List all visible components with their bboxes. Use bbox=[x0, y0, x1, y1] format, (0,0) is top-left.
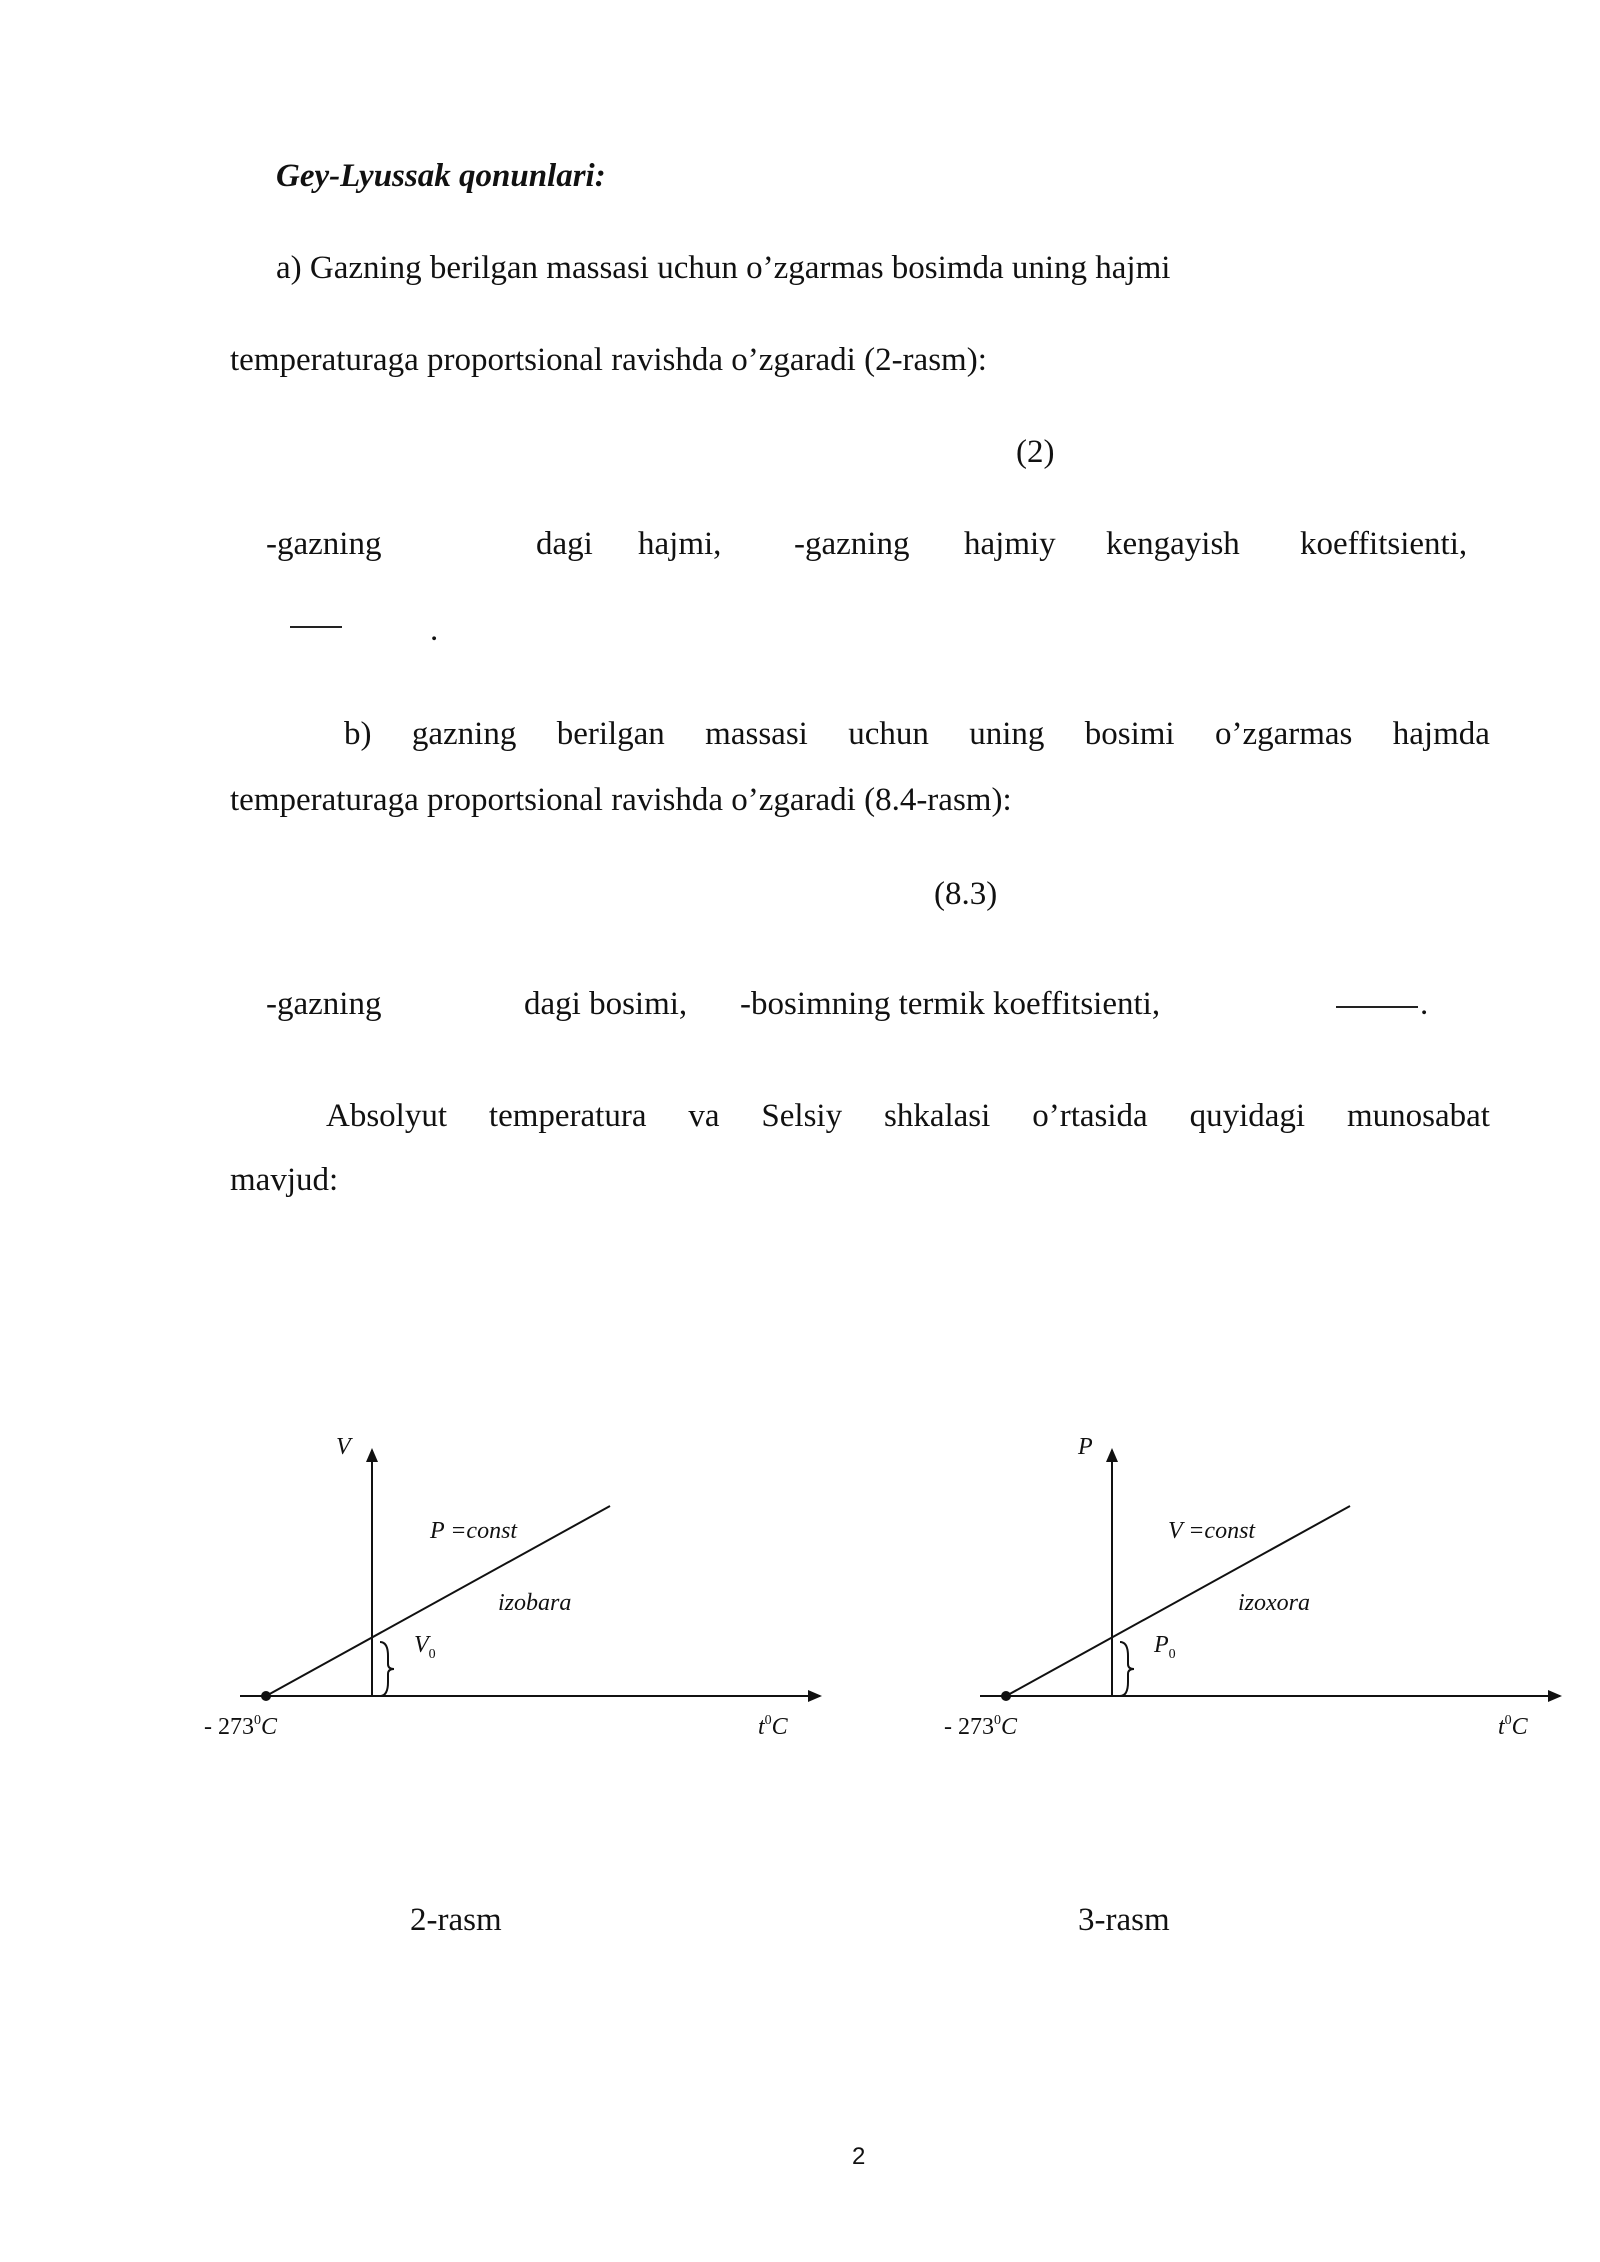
para-c-word: temperatura bbox=[488, 1098, 647, 1134]
section-heading: Gey-Lyussak qonunlari: bbox=[276, 158, 606, 194]
x-min-label: - $273^0C$ bbox=[944, 1713, 1018, 1740]
para-b-word: uchun bbox=[848, 716, 929, 752]
para-c-word: o’rtasida bbox=[1032, 1098, 1148, 1134]
para-b-word: gazning bbox=[411, 716, 517, 752]
intercept-brace bbox=[1120, 1642, 1134, 1696]
x-axis-label: $t^0C$ bbox=[1498, 1713, 1528, 1740]
intercept-label: $V_0$ bbox=[414, 1632, 436, 1662]
para-c-line1 bbox=[326, 1096, 1490, 1136]
origin-point bbox=[1001, 1691, 1011, 1701]
para-b-desc-3: -bosimning termik koeffitsienti, bbox=[740, 986, 1161, 1022]
line-name-label: izoxora bbox=[1238, 1590, 1310, 1616]
para-b-line2: temperaturaga proportsional ravishda o’zgaradi (8.4-rasm): bbox=[230, 782, 1012, 818]
para-a-desc-word: hajmiy bbox=[964, 526, 1056, 562]
para-a-line1: a) Gazning berilgan massasi uchun o’zgarmas bosimda uning hajmi bbox=[276, 250, 1171, 286]
origin-point bbox=[261, 1691, 271, 1701]
para-c-word: quyidagi bbox=[1189, 1098, 1306, 1134]
figure-caption: 2-rasm bbox=[410, 1902, 502, 1938]
para-b-desc-2: dagi bosimi, bbox=[524, 986, 688, 1022]
intercept-brace bbox=[380, 1642, 394, 1696]
figure-isochore bbox=[930, 1420, 1580, 1760]
para-a-desc-tail: . bbox=[430, 612, 439, 648]
condition-label: P =const bbox=[430, 1518, 518, 1544]
fraction-bar bbox=[290, 626, 342, 628]
intercept-label: $P_0$ bbox=[1154, 1632, 1176, 1662]
para-a-desc-word: -gazning bbox=[266, 526, 382, 562]
para-b-word: massasi bbox=[705, 716, 808, 752]
equation-number-8-3: (8.3) bbox=[934, 876, 998, 912]
para-a-line2: temperaturaga proportsional ravishda o’zgaradi (2-rasm): bbox=[230, 342, 987, 378]
para-a-desc-word: kengayish bbox=[1106, 526, 1240, 562]
page-number: 2 bbox=[852, 2143, 866, 2170]
figure-caption: 3-rasm bbox=[1078, 1902, 1170, 1938]
para-b-line1 bbox=[344, 714, 1490, 754]
figure-isobar bbox=[190, 1420, 840, 1760]
para-c-word: Absolyut bbox=[326, 1098, 448, 1134]
para-a-desc-word: koeffitsienti, bbox=[1300, 526, 1468, 562]
x-min-label: - $273^0C$ bbox=[204, 1713, 278, 1740]
line-name-label: izobara bbox=[498, 1590, 572, 1616]
para-b-word: uning bbox=[969, 716, 1045, 752]
para-c-word: shkalasi bbox=[884, 1098, 991, 1134]
para-c-line2: mavjud: bbox=[230, 1162, 339, 1198]
fraction-bar bbox=[1336, 1006, 1418, 1008]
para-b-word: o’zgarmas bbox=[1214, 716, 1353, 752]
condition-label: V =const bbox=[1168, 1518, 1256, 1544]
para-b-word: b) bbox=[344, 716, 372, 752]
para-b-desc-tail: . bbox=[1420, 986, 1429, 1022]
para-a-desc-word: -gazning bbox=[794, 526, 910, 562]
para-b-desc-1: -gazning bbox=[266, 986, 382, 1022]
x-axis-label: $t^0C$ bbox=[758, 1713, 788, 1740]
para-a-desc-word: dagi bbox=[536, 526, 593, 562]
para-b-word: bosimi bbox=[1084, 716, 1175, 752]
para-c-word: Selsiy bbox=[761, 1098, 843, 1134]
para-b-word: berilgan bbox=[556, 716, 665, 752]
equation-number-2: (2) bbox=[1016, 434, 1055, 470]
para-c-word: munosabat bbox=[1346, 1098, 1490, 1134]
para-b-word: hajmda bbox=[1392, 716, 1490, 752]
para-c-word: va bbox=[688, 1098, 720, 1134]
y-axis-label: V bbox=[336, 1434, 351, 1460]
para-a-desc-word: hajmi, bbox=[638, 526, 722, 562]
y-axis-label: P bbox=[1078, 1434, 1093, 1460]
